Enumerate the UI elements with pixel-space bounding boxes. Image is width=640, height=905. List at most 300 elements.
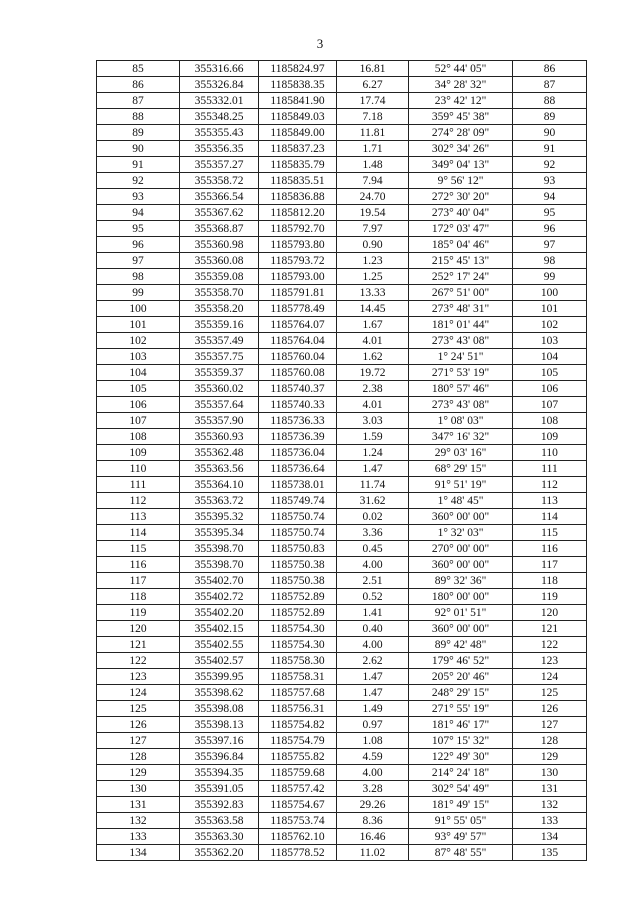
x-coordinate-cell: 355398.70 [180,541,259,557]
table-row [97,365,587,381]
point-number-cell: 132 [97,813,180,829]
y-coordinate-cell: 1185736.33 [259,413,337,429]
distance-cell: 1.47 [337,685,409,701]
table-row [97,557,587,573]
direction-angle-cell: 215° 45' 13" [409,253,513,269]
direction-angle-cell: 181° 49' 15" [409,797,513,813]
next-point-number-cell: 131 [513,781,587,797]
direction-angle-cell: 360° 00' 00" [409,509,513,525]
x-coordinate-cell: 355358.20 [180,301,259,317]
next-point-number-cell: 123 [513,653,587,669]
point-number-cell: 100 [97,301,180,317]
y-coordinate-cell: 1185750.83 [259,541,337,557]
distance-cell: 4.00 [337,765,409,781]
point-number-cell: 133 [97,829,180,845]
direction-angle-cell: 181° 46' 17" [409,717,513,733]
point-number-cell: 124 [97,685,180,701]
point-number-cell: 109 [97,445,180,461]
distance-cell: 19.72 [337,365,409,381]
next-point-number-cell: 122 [513,637,587,653]
next-point-number-cell: 112 [513,477,587,493]
direction-angle-cell: 302° 54' 49" [409,781,513,797]
point-number-cell: 116 [97,557,180,573]
x-coordinate-cell: 355402.72 [180,589,259,605]
direction-angle-cell: 107° 15' 32" [409,733,513,749]
distance-cell: 4.00 [337,637,409,653]
table-row [97,349,587,365]
x-coordinate-cell: 355348.25 [180,109,259,125]
direction-angle-cell: 1° 32' 03" [409,525,513,541]
distance-cell: 7.18 [337,109,409,125]
x-coordinate-cell: 355366.54 [180,189,259,205]
y-coordinate-cell: 1185793.00 [259,269,337,285]
point-number-cell: 126 [97,717,180,733]
coordinates-table-body [97,61,587,861]
table-row [97,269,587,285]
table-row [97,733,587,749]
table-row [97,205,587,221]
next-point-number-cell: 111 [513,461,587,477]
distance-cell: 2.38 [337,381,409,397]
point-number-cell: 88 [97,109,180,125]
table-row [97,189,587,205]
distance-cell: 29.26 [337,797,409,813]
point-number-cell: 112 [97,493,180,509]
table-row [97,813,587,829]
next-point-number-cell: 92 [513,157,587,173]
point-number-cell: 122 [97,653,180,669]
distance-cell: 24.70 [337,189,409,205]
table-row [97,429,587,445]
x-coordinate-cell: 355355.43 [180,125,259,141]
x-coordinate-cell: 355402.57 [180,653,259,669]
distance-cell: 11.74 [337,477,409,493]
point-number-cell: 129 [97,765,180,781]
point-number-cell: 130 [97,781,180,797]
distance-cell: 4.01 [337,333,409,349]
distance-cell: 2.62 [337,653,409,669]
distance-cell: 4.00 [337,557,409,573]
distance-cell: 6.27 [337,77,409,93]
table-row [97,637,587,653]
point-number-cell: 113 [97,509,180,525]
table-row [97,573,587,589]
direction-angle-cell: 302° 34' 26" [409,141,513,157]
point-number-cell: 128 [97,749,180,765]
direction-angle-cell: 93° 49' 57" [409,829,513,845]
point-number-cell: 106 [97,397,180,413]
table-row [97,461,587,477]
distance-cell: 1.62 [337,349,409,365]
y-coordinate-cell: 1185754.82 [259,717,337,733]
y-coordinate-cell: 1185760.04 [259,349,337,365]
x-coordinate-cell: 355391.05 [180,781,259,797]
next-point-number-cell: 124 [513,669,587,685]
point-number-cell: 87 [97,93,180,109]
x-coordinate-cell: 355360.08 [180,253,259,269]
table-row [97,397,587,413]
y-coordinate-cell: 1185755.82 [259,749,337,765]
y-coordinate-cell: 1185838.35 [259,77,337,93]
distance-cell: 11.02 [337,845,409,861]
direction-angle-cell: 267° 51' 00" [409,285,513,301]
distance-cell: 0.52 [337,589,409,605]
point-number-cell: 131 [97,797,180,813]
distance-cell: 1.23 [337,253,409,269]
y-coordinate-cell: 1185778.52 [259,845,337,861]
point-number-cell: 107 [97,413,180,429]
x-coordinate-cell: 355392.83 [180,797,259,813]
x-coordinate-cell: 355326.84 [180,77,259,93]
distance-cell: 0.45 [337,541,409,557]
y-coordinate-cell: 1185764.04 [259,333,337,349]
distance-cell: 4.01 [337,397,409,413]
point-number-cell: 104 [97,365,180,381]
point-number-cell: 90 [97,141,180,157]
y-coordinate-cell: 1185738.01 [259,477,337,493]
y-coordinate-cell: 1185793.80 [259,237,337,253]
x-coordinate-cell: 355357.27 [180,157,259,173]
x-coordinate-cell: 355359.08 [180,269,259,285]
next-point-number-cell: 93 [513,173,587,189]
direction-angle-cell: 360° 00' 00" [409,557,513,573]
y-coordinate-cell: 1185824.97 [259,61,337,77]
table-row [97,749,587,765]
table-row [97,621,587,637]
y-coordinate-cell: 1185759.68 [259,765,337,781]
x-coordinate-cell: 355399.95 [180,669,259,685]
distance-cell: 17.74 [337,93,409,109]
next-point-number-cell: 117 [513,557,587,573]
table-row [97,141,587,157]
point-number-cell: 125 [97,701,180,717]
x-coordinate-cell: 355367.62 [180,205,259,221]
direction-angle-cell: 185° 04' 46" [409,237,513,253]
table-row [97,285,587,301]
y-coordinate-cell: 1185754.30 [259,621,337,637]
next-point-number-cell: 120 [513,605,587,621]
table-row [97,125,587,141]
point-number-cell: 114 [97,525,180,541]
x-coordinate-cell: 355396.84 [180,749,259,765]
point-number-cell: 118 [97,589,180,605]
direction-angle-cell: 248° 29' 15" [409,685,513,701]
table-row [97,413,587,429]
next-point-number-cell: 101 [513,301,587,317]
direction-angle-cell: 347° 16' 32" [409,429,513,445]
y-coordinate-cell: 1185740.33 [259,397,337,413]
x-coordinate-cell: 355359.16 [180,317,259,333]
direction-angle-cell: 273° 43' 08" [409,397,513,413]
point-number-cell: 95 [97,221,180,237]
direction-angle-cell: 205° 20' 46" [409,669,513,685]
distance-cell: 2.51 [337,573,409,589]
direction-angle-cell: 91° 51' 19" [409,477,513,493]
direction-angle-cell: 349° 04' 13" [409,157,513,173]
point-number-cell: 89 [97,125,180,141]
x-coordinate-cell: 355402.20 [180,605,259,621]
next-point-number-cell: 88 [513,93,587,109]
table-row [97,669,587,685]
direction-angle-cell: 29° 03' 16" [409,445,513,461]
point-number-cell: 105 [97,381,180,397]
x-coordinate-cell: 355398.13 [180,717,259,733]
page-number: 3 [316,36,324,51]
x-coordinate-cell: 355395.34 [180,525,259,541]
distance-cell: 3.36 [337,525,409,541]
direction-angle-cell: 91° 55' 05" [409,813,513,829]
x-coordinate-cell: 355362.20 [180,845,259,861]
table-row [97,381,587,397]
table-row [97,61,587,77]
direction-angle-cell: 181° 01' 44" [409,317,513,333]
x-coordinate-cell: 355316.66 [180,61,259,77]
x-coordinate-cell: 355357.90 [180,413,259,429]
point-number-cell: 127 [97,733,180,749]
y-coordinate-cell: 1185757.42 [259,781,337,797]
distance-cell: 4.59 [337,749,409,765]
direction-angle-cell: 172° 03' 47" [409,221,513,237]
x-coordinate-cell: 355402.55 [180,637,259,653]
y-coordinate-cell: 1185836.88 [259,189,337,205]
distance-cell: 7.97 [337,221,409,237]
direction-angle-cell: 270° 00' 00" [409,541,513,557]
y-coordinate-cell: 1185754.30 [259,637,337,653]
next-point-number-cell: 133 [513,813,587,829]
distance-cell: 16.46 [337,829,409,845]
y-coordinate-cell: 1185849.00 [259,125,337,141]
y-coordinate-cell: 1185793.72 [259,253,337,269]
next-point-number-cell: 97 [513,237,587,253]
y-coordinate-cell: 1185764.07 [259,317,337,333]
next-point-number-cell: 118 [513,573,587,589]
next-point-number-cell: 99 [513,269,587,285]
direction-angle-cell: 359° 45' 38" [409,109,513,125]
distance-cell: 0.90 [337,237,409,253]
y-coordinate-cell: 1185778.49 [259,301,337,317]
next-point-number-cell: 103 [513,333,587,349]
point-number-cell: 102 [97,333,180,349]
x-coordinate-cell: 355364.10 [180,477,259,493]
point-number-cell: 96 [97,237,180,253]
distance-cell: 1.08 [337,733,409,749]
x-coordinate-cell: 355402.70 [180,573,259,589]
distance-cell: 1.47 [337,669,409,685]
next-point-number-cell: 95 [513,205,587,221]
next-point-number-cell: 102 [513,317,587,333]
table-row [97,605,587,621]
point-number-cell: 98 [97,269,180,285]
table-row [97,797,587,813]
table-row [97,685,587,701]
y-coordinate-cell: 1185754.67 [259,797,337,813]
point-number-cell: 97 [97,253,180,269]
next-point-number-cell: 86 [513,61,587,77]
x-coordinate-cell: 355356.35 [180,141,259,157]
table-row [97,829,587,845]
table-row [97,253,587,269]
next-point-number-cell: 115 [513,525,587,541]
y-coordinate-cell: 1185757.68 [259,685,337,701]
y-coordinate-cell: 1185736.04 [259,445,337,461]
distance-cell: 19.54 [337,205,409,221]
distance-cell: 1.41 [337,605,409,621]
next-point-number-cell: 128 [513,733,587,749]
next-point-number-cell: 100 [513,285,587,301]
table-row [97,493,587,509]
table-row [97,317,587,333]
x-coordinate-cell: 355397.16 [180,733,259,749]
table-row [97,173,587,189]
next-point-number-cell: 104 [513,349,587,365]
next-point-number-cell: 126 [513,701,587,717]
next-point-number-cell: 125 [513,685,587,701]
next-point-number-cell: 130 [513,765,587,781]
table-row [97,653,587,669]
direction-angle-cell: 271° 55' 19" [409,701,513,717]
distance-cell: 3.03 [337,413,409,429]
direction-angle-cell: 273° 40' 04" [409,205,513,221]
direction-angle-cell: 89° 42' 48" [409,637,513,653]
y-coordinate-cell: 1185736.64 [259,461,337,477]
next-point-number-cell: 129 [513,749,587,765]
point-number-cell: 119 [97,605,180,621]
next-point-number-cell: 90 [513,125,587,141]
x-coordinate-cell: 355363.30 [180,829,259,845]
x-coordinate-cell: 355398.70 [180,557,259,573]
point-number-cell: 91 [97,157,180,173]
y-coordinate-cell: 1185760.08 [259,365,337,381]
next-point-number-cell: 106 [513,381,587,397]
y-coordinate-cell: 1185736.39 [259,429,337,445]
y-coordinate-cell: 1185752.89 [259,605,337,621]
point-number-cell: 120 [97,621,180,637]
direction-angle-cell: 272° 30' 20" [409,189,513,205]
point-number-cell: 111 [97,477,180,493]
next-point-number-cell: 135 [513,845,587,861]
distance-cell: 1.24 [337,445,409,461]
y-coordinate-cell: 1185752.89 [259,589,337,605]
x-coordinate-cell: 355395.32 [180,509,259,525]
direction-angle-cell: 89° 32' 36" [409,573,513,589]
table-row [97,77,587,93]
y-coordinate-cell: 1185835.79 [259,157,337,173]
y-coordinate-cell: 1185750.74 [259,509,337,525]
direction-angle-cell: 52° 44' 05" [409,61,513,77]
point-number-cell: 108 [97,429,180,445]
next-point-number-cell: 132 [513,797,587,813]
next-point-number-cell: 110 [513,445,587,461]
distance-cell: 0.02 [337,509,409,525]
point-number-cell: 94 [97,205,180,221]
distance-cell: 13.33 [337,285,409,301]
next-point-number-cell: 89 [513,109,587,125]
next-point-number-cell: 108 [513,413,587,429]
distance-cell: 7.94 [337,173,409,189]
next-point-number-cell: 134 [513,829,587,845]
x-coordinate-cell: 355363.58 [180,813,259,829]
direction-angle-cell: 180° 57' 46" [409,381,513,397]
direction-angle-cell: 87° 48' 55" [409,845,513,861]
direction-angle-cell: 1° 08' 03" [409,413,513,429]
next-point-number-cell: 121 [513,621,587,637]
y-coordinate-cell: 1185762.10 [259,829,337,845]
y-coordinate-cell: 1185792.70 [259,221,337,237]
next-point-number-cell: 113 [513,493,587,509]
distance-cell: 1.59 [337,429,409,445]
direction-angle-cell: 271° 53' 19" [409,365,513,381]
table-row [97,109,587,125]
table-row [97,541,587,557]
direction-angle-cell: 68° 29' 15" [409,461,513,477]
next-point-number-cell: 94 [513,189,587,205]
table-row [97,845,587,861]
table-row [97,237,587,253]
x-coordinate-cell: 355394.35 [180,765,259,781]
distance-cell: 1.25 [337,269,409,285]
x-coordinate-cell: 355360.98 [180,237,259,253]
table-row [97,93,587,109]
x-coordinate-cell: 355358.70 [180,285,259,301]
y-coordinate-cell: 1185835.51 [259,173,337,189]
next-point-number-cell: 105 [513,365,587,381]
distance-cell: 0.40 [337,621,409,637]
distance-cell: 11.81 [337,125,409,141]
distance-cell: 1.67 [337,317,409,333]
coordinates-table [96,60,587,861]
y-coordinate-cell: 1185758.31 [259,669,337,685]
distance-cell: 1.48 [337,157,409,173]
y-coordinate-cell: 1185740.37 [259,381,337,397]
y-coordinate-cell: 1185750.38 [259,557,337,573]
table-row [97,781,587,797]
x-coordinate-cell: 355360.93 [180,429,259,445]
next-point-number-cell: 116 [513,541,587,557]
next-point-number-cell: 119 [513,589,587,605]
point-number-cell: 85 [97,61,180,77]
next-point-number-cell: 91 [513,141,587,157]
next-point-number-cell: 114 [513,509,587,525]
direction-angle-cell: 1° 48' 45" [409,493,513,509]
next-point-number-cell: 109 [513,429,587,445]
x-coordinate-cell: 355363.56 [180,461,259,477]
direction-angle-cell: 214° 24' 18" [409,765,513,781]
next-point-number-cell: 127 [513,717,587,733]
direction-angle-cell: 34° 28' 32" [409,77,513,93]
distance-cell: 1.71 [337,141,409,157]
point-number-cell: 121 [97,637,180,653]
distance-cell: 14.45 [337,301,409,317]
direction-angle-cell: 273° 48' 31" [409,301,513,317]
y-coordinate-cell: 1185750.74 [259,525,337,541]
point-number-cell: 92 [97,173,180,189]
x-coordinate-cell: 355358.72 [180,173,259,189]
direction-angle-cell: 252° 17' 24" [409,269,513,285]
x-coordinate-cell: 355357.64 [180,397,259,413]
x-coordinate-cell: 355332.01 [180,93,259,109]
x-coordinate-cell: 355362.48 [180,445,259,461]
table-row [97,525,587,541]
point-number-cell: 123 [97,669,180,685]
point-number-cell: 115 [97,541,180,557]
x-coordinate-cell: 355402.15 [180,621,259,637]
direction-angle-cell: 9° 56' 12" [409,173,513,189]
x-coordinate-cell: 355363.72 [180,493,259,509]
distance-cell: 3.28 [337,781,409,797]
distance-cell: 1.49 [337,701,409,717]
table-row [97,477,587,493]
point-number-cell: 117 [97,573,180,589]
